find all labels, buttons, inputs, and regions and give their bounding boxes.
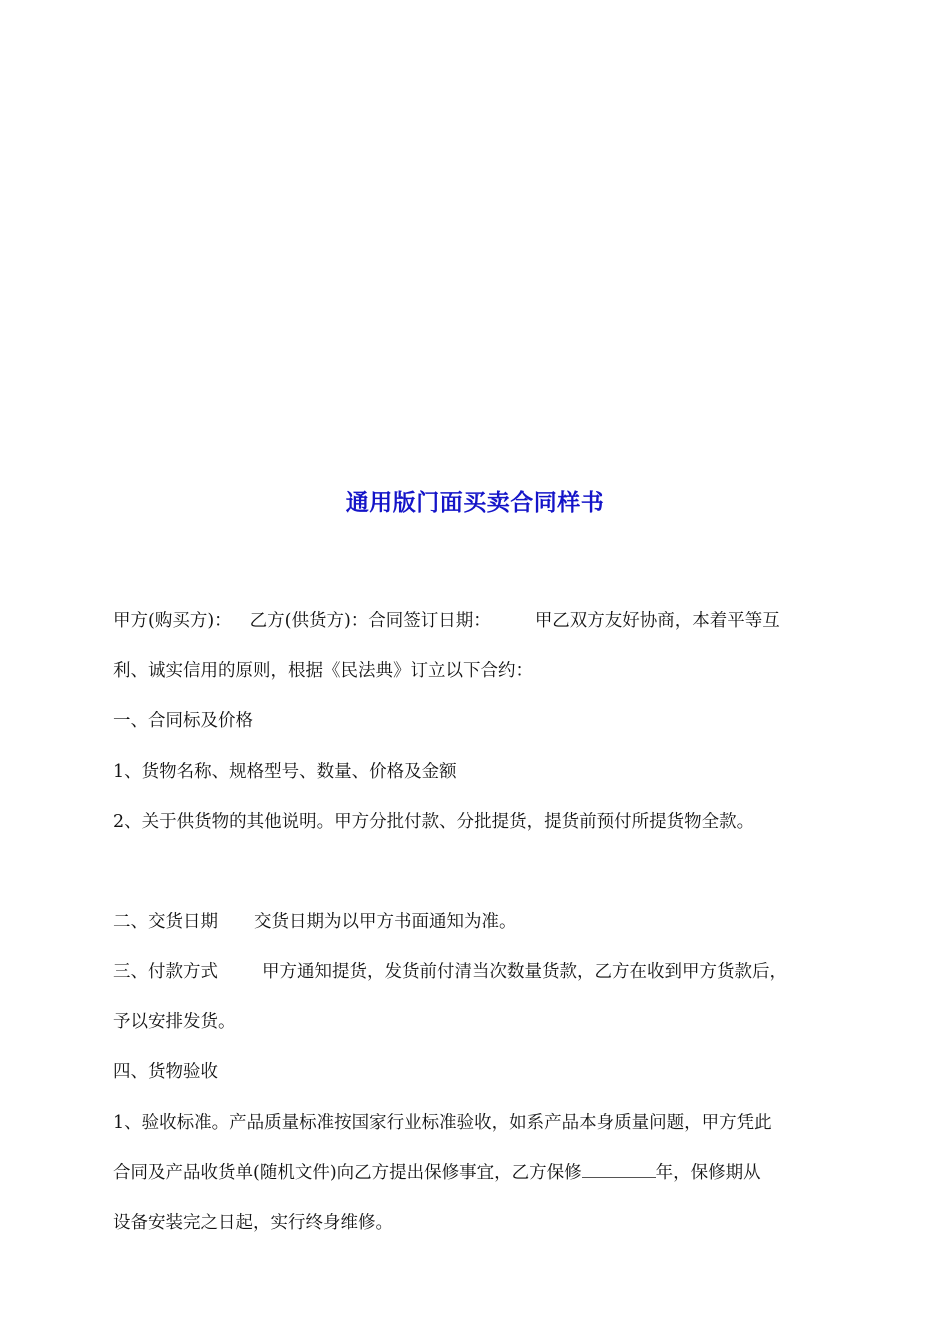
section-heading bbox=[113, 905, 863, 939]
section-two-text: 交货日期为以甲方书面通知为准。 bbox=[254, 911, 517, 932]
preamble-text-cont: 利、诚实信用的原则，根据《民法典》订立以下合约： bbox=[113, 661, 533, 682]
paragraph-line bbox=[113, 654, 863, 688]
section-heading bbox=[113, 1055, 863, 1089]
section-three-text: 甲方通知提货，发货前付清当次数量货款，乙方在收到甲方货款后， bbox=[262, 961, 787, 982]
clause-line bbox=[113, 1206, 863, 1240]
section-heading bbox=[113, 704, 863, 738]
section-three-heading: 三、付款方式 bbox=[113, 961, 218, 982]
document-body bbox=[113, 604, 863, 1256]
section-one-heading: 一、合同标及价格 bbox=[113, 711, 253, 732]
clause-1-2: 2、关于供货物的其他说明。甲方分批付款、分批提货，提货前预付所提货物全款。 bbox=[113, 811, 755, 832]
paragraph-line bbox=[113, 604, 863, 638]
section-heading bbox=[113, 955, 863, 989]
clause-line bbox=[113, 1106, 863, 1140]
clause-4-1-cont2: 年，保修期从 bbox=[655, 1162, 761, 1183]
document-title: 通用版门面买卖合同样书 bbox=[345, 489, 605, 516]
preamble-text: 甲乙双方友好协商，本着平等互 bbox=[534, 611, 780, 631]
clause-4-1-cont: 合同及产品收货单(随机文件)向乙方提出保修事宜，乙方保修 bbox=[113, 1162, 582, 1183]
clause-4-1: 1、验收标准。产品质量标准按国家行业标准验收，如系产品本身质量问题，甲方凭此 bbox=[113, 1112, 772, 1133]
clause-4-1-end: 设备安装完之日起，实行终身维修。 bbox=[113, 1212, 393, 1233]
clause-1-1: 1、货物名称、规格型号、数量、价格及金额 bbox=[113, 761, 457, 782]
paragraph-line bbox=[113, 1005, 863, 1039]
clause-line bbox=[113, 805, 863, 839]
party-b-and-date-label: 乙方(供货方)：合同签订日期： bbox=[249, 611, 491, 631]
section-four-heading: 四、货物验收 bbox=[113, 1062, 218, 1083]
section-three-text-cont: 予以安排发货。 bbox=[113, 1012, 236, 1033]
section-two-heading: 二、交货日期 bbox=[113, 911, 218, 932]
warranty-years-blank[interactable] bbox=[582, 1157, 656, 1178]
clause-line bbox=[113, 1156, 863, 1190]
party-a-label: 甲方(购买方)： bbox=[113, 611, 232, 631]
clause-line bbox=[113, 755, 863, 789]
